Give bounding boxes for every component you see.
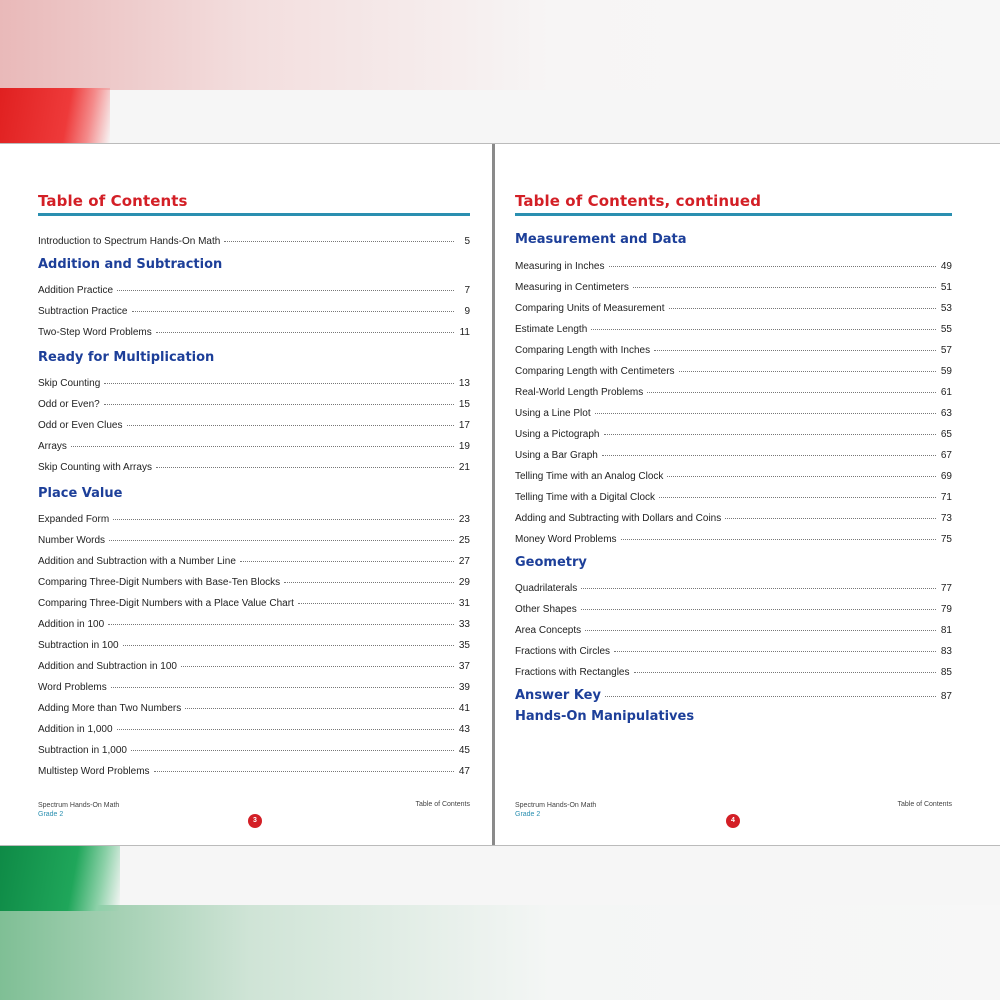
- page-title: Table of Contents, continued: [515, 192, 762, 210]
- toc-entry-page: 19: [458, 441, 470, 452]
- toc-entry-label: Adding and Subtracting with Dollars and Coins: [515, 513, 722, 524]
- toc-entry[interactable]: [38, 640, 470, 651]
- right-page: [515, 144, 952, 845]
- dot-leader: [104, 404, 454, 405]
- toc-entry-page: 43: [458, 724, 470, 735]
- toc-entry[interactable]: [515, 534, 952, 545]
- dot-leader: [104, 383, 454, 384]
- page-gutter: [492, 144, 495, 845]
- toc-entry-page: 47: [458, 766, 470, 777]
- toc-entry-label: Fractions with Circles: [515, 646, 611, 657]
- dot-leader: [284, 582, 454, 583]
- toc-entry[interactable]: [38, 724, 470, 735]
- toc-entry[interactable]: [515, 366, 952, 377]
- dot-leader: [224, 241, 454, 242]
- toc-entry-page: 23: [458, 514, 470, 525]
- toc-entry-page: 61: [940, 387, 952, 398]
- toc-entry[interactable]: [38, 378, 470, 389]
- toc-entry-label: Fractions with Rectangles: [515, 667, 630, 678]
- toc-entry[interactable]: [515, 667, 952, 678]
- toc-entry-label: Skip Counting: [38, 378, 101, 389]
- toc-entry[interactable]: [38, 327, 470, 338]
- toc-entry-page: 85: [940, 667, 952, 678]
- toc-entry[interactable]: [38, 745, 470, 756]
- toc-entry-label: Addition and Subtraction with a Number Line: [38, 556, 236, 567]
- toc-entry-page: 83: [940, 646, 952, 657]
- toc-entry[interactable]: [515, 324, 952, 335]
- dot-leader: [725, 518, 936, 519]
- toc-entry[interactable]: [515, 471, 952, 482]
- section-heading: Measurement and Data: [515, 232, 687, 247]
- toc-entry-page: 29: [458, 577, 470, 588]
- dot-leader: [132, 311, 455, 312]
- toc-entry[interactable]: [515, 450, 952, 461]
- left-page: [38, 144, 470, 845]
- footer-book-title: Spectrum Hands-On Math: [515, 802, 597, 809]
- toc-entry[interactable]: [38, 420, 470, 431]
- toc-entry-label: Area Concepts: [515, 625, 582, 636]
- toc-entry[interactable]: [38, 577, 470, 588]
- book-spread: [0, 143, 1000, 846]
- toc-entry-page: 75: [940, 534, 952, 545]
- toc-entry[interactable]: [38, 306, 470, 317]
- section-heading: Geometry: [515, 555, 587, 570]
- dot-leader: [604, 434, 937, 435]
- toc-entry[interactable]: [38, 766, 470, 777]
- toc-entry-label: Estimate Length: [515, 324, 588, 335]
- toc-entry[interactable]: [38, 462, 470, 473]
- toc-entry[interactable]: [515, 387, 952, 398]
- background-top: [0, 0, 1000, 90]
- title-underline: [38, 213, 470, 216]
- toc-entry-label: Addition in 1,000: [38, 724, 113, 735]
- toc-entry[interactable]: [38, 514, 470, 525]
- toc-entry-page: 37: [458, 661, 470, 672]
- toc-entry-label: Using a Line Plot: [515, 408, 591, 419]
- toc-entry[interactable]: [38, 661, 470, 672]
- toc-entry-page: 5: [464, 236, 470, 247]
- dot-leader: [154, 771, 454, 772]
- dot-leader: [621, 539, 936, 540]
- dot-leader: [679, 371, 936, 372]
- toc-entry-label: Subtraction Practice: [38, 306, 128, 317]
- toc-entry-page: 59: [940, 366, 952, 377]
- toc-entry-page: 35: [458, 640, 470, 651]
- toc-entry-page: 55: [940, 324, 952, 335]
- green-stripe-decoration: [0, 843, 120, 911]
- toc-entry-answer-key[interactable]: [515, 688, 952, 703]
- toc-entry-label: Addition and Subtraction in 100: [38, 661, 177, 672]
- toc-entry-page: 15: [458, 399, 470, 410]
- toc-entry[interactable]: [515, 646, 952, 657]
- footer-grade: Grade 2: [515, 811, 541, 818]
- toc-entry-page: 39: [458, 682, 470, 693]
- dot-leader: [109, 540, 454, 541]
- toc-entry-page: 21: [458, 462, 470, 473]
- page-footer-book: [38, 801, 119, 819]
- toc-entry-label: Two-Step Word Problems: [38, 327, 152, 338]
- toc-entry[interactable]: [38, 535, 470, 546]
- dot-leader: [581, 588, 936, 589]
- toc-entry[interactable]: [38, 619, 470, 630]
- toc-entry-label: Addition in 100: [38, 619, 105, 630]
- toc-entry-page: 81: [940, 625, 952, 636]
- toc-entry-label: Real-World Length Problems: [515, 387, 644, 398]
- toc-entry-label: Skip Counting with Arrays: [38, 462, 152, 473]
- toc-entry-label: Telling Time with an Analog Clock: [515, 471, 664, 482]
- toc-entry-page: 25: [458, 535, 470, 546]
- toc-entry-page: 87: [940, 691, 952, 702]
- toc-entry[interactable]: [515, 282, 952, 293]
- toc-entry-page: 31: [458, 598, 470, 609]
- toc-entry-label: Money Word Problems: [515, 534, 617, 545]
- toc-entry-label: Comparing Three-Digit Numbers with a Place Value Chart: [38, 598, 294, 609]
- toc-entry-label: Word Problems: [38, 682, 107, 693]
- toc-entry-page: 33: [458, 619, 470, 630]
- toc-entry-label: Using a Bar Graph: [515, 450, 598, 461]
- toc-entry-page: 13: [458, 378, 470, 389]
- toc-entry-page: 41: [458, 703, 470, 714]
- dot-leader: [240, 561, 454, 562]
- toc-entry[interactable]: [515, 345, 952, 356]
- toc-entry-label: Comparing Length with Inches: [515, 345, 651, 356]
- toc-entry[interactable]: [38, 682, 470, 693]
- toc-entry-label: Adding More than Two Numbers: [38, 703, 182, 714]
- toc-entry-label: Comparing Units of Measurement: [515, 303, 665, 314]
- footer-book-title: Spectrum Hands-On Math: [38, 802, 120, 809]
- dot-leader: [111, 687, 454, 688]
- toc-entry-label: Expanded Form: [38, 514, 110, 525]
- dot-leader: [585, 630, 936, 631]
- toc-entry-page: 17: [458, 420, 470, 431]
- toc-entry-label: Measuring in Centimeters: [515, 282, 629, 293]
- section-heading: Place Value: [38, 486, 123, 501]
- toc-entry-page: 27: [458, 556, 470, 567]
- toc-entry-label: Other Shapes: [515, 604, 577, 615]
- toc-entry-page: 71: [940, 492, 952, 503]
- dot-leader: [123, 645, 454, 646]
- toc-entry-page: 77: [940, 583, 952, 594]
- toc-entry[interactable]: [515, 513, 952, 524]
- toc-entry-label: Answer Key: [515, 688, 601, 703]
- toc-entry-page: 53: [940, 303, 952, 314]
- title-underline: [515, 213, 952, 216]
- dot-leader: [591, 329, 936, 330]
- toc-entry-page: 79: [940, 604, 952, 615]
- dot-leader: [108, 624, 454, 625]
- toc-entry-label: Subtraction in 100: [38, 640, 119, 651]
- footer-section: Table of Contents: [897, 801, 952, 808]
- toc-entry-page: 9: [464, 306, 470, 317]
- toc-entry-label: Comparing Three-Digit Numbers with Base-Ten Blocks: [38, 577, 281, 588]
- dot-leader: [156, 467, 454, 468]
- toc-entry-label: Comparing Length with Centimeters: [515, 366, 675, 377]
- dot-leader: [131, 750, 454, 751]
- toc-entry-page: 73: [940, 513, 952, 524]
- toc-entry-label: Measuring in Inches: [515, 261, 605, 272]
- footer-grade: Grade 2: [38, 811, 64, 818]
- toc-entry[interactable]: [38, 399, 470, 410]
- toc-entry-page: 7: [464, 285, 470, 296]
- toc-entry[interactable]: [38, 598, 470, 609]
- toc-entry-page: 45: [458, 745, 470, 756]
- dot-leader: [605, 696, 936, 697]
- toc-entry-label: Subtraction in 1,000: [38, 745, 127, 756]
- toc-entry[interactable]: [515, 261, 952, 272]
- toc-entry-label: Arrays: [38, 441, 67, 452]
- toc-entry-page: 63: [940, 408, 952, 419]
- section-heading: Addition and Subtraction: [38, 257, 223, 272]
- toc-entry[interactable]: [38, 703, 470, 714]
- dot-leader: [127, 425, 455, 426]
- toc-entry[interactable]: [515, 429, 952, 440]
- footer-section: Table of Contents: [415, 801, 470, 808]
- toc-entry-page: 57: [940, 345, 952, 356]
- section-heading: Ready for Multiplication: [38, 350, 215, 365]
- toc-entry-page: 11: [459, 327, 470, 338]
- toc-entry[interactable]: [38, 441, 470, 452]
- toc-entry-page: 65: [940, 429, 952, 440]
- toc-entry-intro[interactable]: [38, 236, 470, 247]
- toc-entry-label: Number Words: [38, 535, 106, 546]
- toc-entry[interactable]: [38, 285, 470, 296]
- dot-leader: [185, 708, 454, 709]
- dot-leader: [614, 651, 936, 652]
- toc-entry[interactable]: [515, 583, 952, 594]
- toc-entry-label: Quadrilaterals: [515, 583, 578, 594]
- dot-leader: [113, 519, 454, 520]
- toc-entry-page: 51: [940, 282, 952, 293]
- toc-entry[interactable]: [515, 604, 952, 615]
- toc-entry-label: Using a Pictograph: [515, 429, 600, 440]
- dot-leader: [117, 290, 454, 291]
- page-footer-book: [515, 801, 596, 819]
- toc-entry-label: Multistep Word Problems: [38, 766, 150, 777]
- dot-leader: [595, 413, 936, 414]
- section-heading-manipulatives[interactable]: Hands-On Manipulatives: [515, 709, 695, 724]
- toc-entry-label: Telling Time with a Digital Clock: [515, 492, 656, 503]
- dot-leader: [609, 266, 937, 267]
- toc-entry-label: Addition Practice: [38, 285, 114, 296]
- toc-entry[interactable]: [515, 625, 952, 636]
- page-title: Table of Contents: [38, 192, 188, 210]
- toc-entry-label: Odd or Even Clues: [38, 420, 123, 431]
- page-number-badge: 3: [248, 814, 262, 828]
- toc-entry-page: 49: [940, 261, 952, 272]
- dot-leader: [71, 446, 454, 447]
- dot-leader: [654, 350, 936, 351]
- toc-entry[interactable]: [515, 303, 952, 314]
- toc-entry-label: Odd or Even?: [38, 399, 100, 410]
- dot-leader: [181, 666, 454, 667]
- dot-leader: [667, 476, 936, 477]
- page-number-badge: 4: [726, 814, 740, 828]
- toc-entry-label: Introduction to Spectrum Hands-On Math: [38, 236, 221, 247]
- dot-leader: [117, 729, 454, 730]
- red-stripe-decoration: [0, 88, 110, 144]
- toc-entry[interactable]: [515, 408, 952, 419]
- dot-leader: [602, 455, 936, 456]
- toc-entry[interactable]: [515, 492, 952, 503]
- dot-leader: [156, 332, 454, 333]
- toc-entry[interactable]: [38, 556, 470, 567]
- dot-leader: [659, 497, 936, 498]
- dot-leader: [633, 287, 936, 288]
- background-bottom: [0, 905, 1000, 1000]
- toc-entry-page: 69: [940, 471, 952, 482]
- dot-leader: [669, 308, 936, 309]
- dot-leader: [647, 392, 936, 393]
- dot-leader: [581, 609, 936, 610]
- dot-leader: [634, 672, 937, 673]
- dot-leader: [298, 603, 454, 604]
- toc-entry-page: 67: [940, 450, 952, 461]
